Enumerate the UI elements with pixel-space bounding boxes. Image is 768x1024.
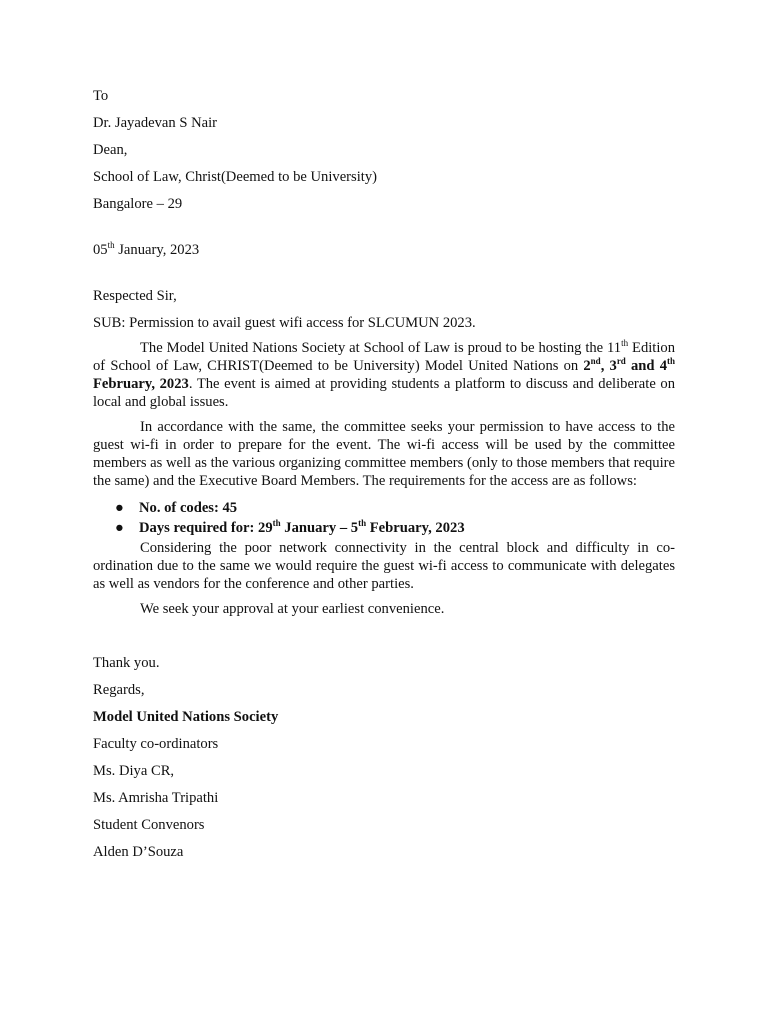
date-day: 05 [93, 242, 108, 258]
letter-page [93, 87, 675, 870]
intro-date-2: , 3 [600, 358, 617, 374]
intro-date-1: 2 [583, 358, 591, 374]
requirement-days-c: February, 2023 [366, 520, 465, 536]
salutation: Respected Sir, [93, 288, 177, 304]
body-paragraph-reason: Considering the poor network connectivity in the central block and difficulty in co-ordination due to the same we would require the guest wi-fi access to communicate with delegates as well as vendors for the conference and other parties. [93, 540, 675, 592]
bullet-icon: ● [115, 520, 124, 536]
letter-date [93, 241, 675, 259]
intro-text-2: Edition of School of Law, CHRIST(Deemed to be University) Model United Nations on [93, 340, 675, 374]
intro-text-3: . The event is aimed at providing students a platform to discuss and deliberate on local and global issues. [93, 376, 676, 410]
requirement-days-a: Days required for: 29 [139, 520, 273, 536]
bullet-icon: ● [115, 500, 124, 516]
intro-date-1-suffix: nd [590, 356, 601, 367]
subject-line: SUB: Permission to avail guest wifi access for SLCUMUN 2023. [93, 315, 476, 331]
intro-text-1: The Model United Nations Society at School of Law is proud to be hosting the 11 [140, 340, 622, 356]
recipient-city: Bangalore – 29 [93, 196, 183, 212]
date-rest: January, 2023 [114, 242, 200, 258]
body-paragraph-intro [93, 339, 675, 411]
requirements-list [93, 499, 675, 537]
closing-thanks: Thank you. [93, 655, 160, 671]
intro-date-3: and 4 [625, 358, 667, 374]
faculty-heading: Faculty co-ordinators [93, 736, 219, 752]
recipient-title: Dean, [93, 142, 128, 158]
faculty-name: Ms. Diya CR, [93, 763, 175, 779]
requirement-codes [93, 499, 675, 517]
requirement-days-b: January – 5 [280, 520, 359, 536]
intro-date-month: February, 2023 [93, 376, 189, 392]
date-day-suffix: th [107, 240, 115, 251]
students-heading: Student Convenors [93, 817, 205, 833]
intro-date-2-suffix: rd [616, 356, 626, 367]
requirement-days [93, 519, 675, 537]
faculty-name: Ms. Amrisha Tripathi [93, 790, 219, 806]
recipient-name: Dr. Jayadevan S Nair [93, 115, 218, 131]
recipient-organization: School of Law, Christ(Deemed to be University) [93, 169, 377, 185]
body-paragraph-request: In accordance with the same, the committee seeks your permission to have access to the guest wi-fi in order to prepare for the event. The wi-fi access will be used by the committee members as well as the various organizing committee members (only to those members that require the same) and the Executive Board Members. The requirements for the access are as follows: [93, 419, 675, 489]
requirement-days-b-suffix: th [358, 518, 367, 529]
intro-date-3-suffix: th [667, 356, 676, 367]
closing-regards: Regards, [93, 682, 145, 698]
intro-edition-suffix: th [621, 338, 629, 349]
requirement-days-a-suffix: th [272, 518, 281, 529]
signature-society: Model United Nations Society [93, 709, 279, 725]
body-paragraph-approval: We seek your approval at your earliest convenience. [140, 601, 445, 617]
requirement-codes-text: No. of codes: 45 [139, 500, 238, 516]
student-name: Alden D’Souza [93, 844, 184, 860]
address-to: To [93, 88, 109, 104]
